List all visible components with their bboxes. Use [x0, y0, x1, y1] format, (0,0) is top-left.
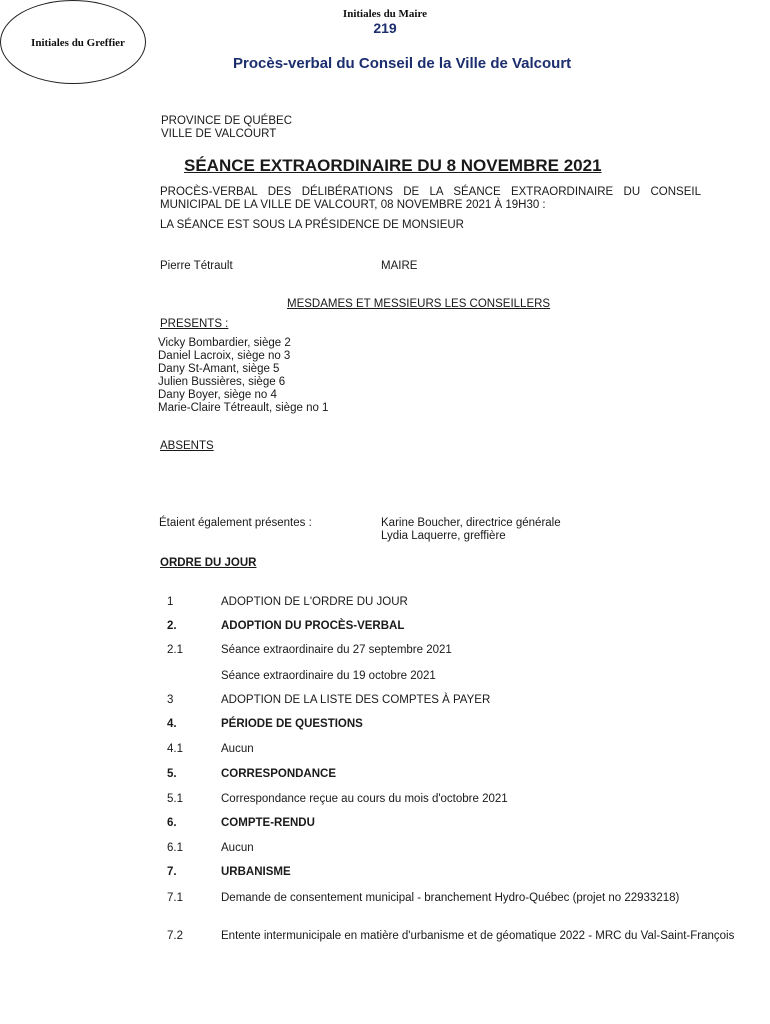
list-item: Dany Boyer, siège no 4 [158, 389, 277, 401]
agenda-item-text: Séance extraordinaire du 19 octobre 2021 [221, 670, 436, 682]
agenda-heading: ORDRE DU JOUR [160, 557, 257, 569]
agenda-item-text: ADOPTION DU PROCÈS-VERBAL [221, 620, 405, 632]
agenda-item-text: CORRESPONDANCE [221, 768, 337, 780]
agenda-item-text: Demande de consentement municipal - branchement Hydro-Québec (projet no 22933218) [221, 892, 680, 904]
agenda-item-number: 2. [167, 620, 177, 632]
page-title: SÉANCE EXTRAORDINAIRE DU 8 NOVEMBRE 2021 [184, 156, 602, 175]
stamp-page-number: 219 [373, 20, 397, 36]
agenda-item-text: PÉRIODE DE QUESTIONS [221, 718, 363, 730]
agenda-item-text: ADOPTION DE LA LISTE DES COMPTES À PAYER [221, 694, 491, 706]
agenda-item-number: 2.1 [167, 644, 183, 656]
present-list [158, 337, 328, 415]
present-heading: PRESENTS : [160, 318, 229, 330]
stamp-clerk-initials-label: Initiales du Greffier [31, 37, 125, 49]
agenda-item-text: Entente intermunicipale en matière d'urbanisme et de géomatique 2022 - MRC du Val-Saint-François [221, 930, 735, 942]
agenda-item-number: 4. [167, 718, 177, 730]
mayor-role: MAIRE [381, 260, 418, 272]
agenda-item-text: URBANISME [221, 866, 291, 878]
mayor-name: Pierre Tétrault [160, 260, 233, 272]
agenda-item-number: 6.1 [167, 842, 183, 854]
list-item: Karine Boucher, directrice générale [381, 517, 561, 529]
agenda-item-text: ADOPTION DE L'ORDRE DU JOUR [221, 596, 408, 608]
agenda-item-number: 5. [167, 768, 177, 780]
agenda-item-number: 3 [167, 694, 174, 706]
list-item: Julien Bussières, siège 6 [158, 376, 286, 388]
absent-heading: ABSENTS [160, 440, 214, 452]
list-item: Lydia Laquerre, greffière [381, 530, 506, 542]
agenda-item-number: 6. [167, 817, 177, 829]
agenda-item-number: 7.2 [167, 930, 183, 942]
city-line: VILLE DE VALCOURT [161, 128, 277, 140]
also-present-list [381, 517, 561, 543]
list-item: Daniel Lacroix, siège no 3 [158, 350, 291, 362]
agenda-item-text: Séance extraordinaire du 27 septembre 2021 [221, 644, 452, 656]
councillors-heading: MESDAMES ET MESSIEURS LES CONSEILLERS [287, 298, 551, 310]
agenda-item-number: 1 [167, 596, 174, 608]
minutes-intro-paragraph: PROCÈS-VERBAL DES DÉLIBÉRATIONS DE LA SÉANCE EXTRAORDINAIRE DU CONSEIL MUNICIPAL DE LA VILLE DE VALCOURT, 08 NOVEMBRE 2021 À 19H30 : [160, 186, 701, 211]
agenda-item-text: Aucun [221, 743, 254, 755]
list-item: Dany St-Amant, siège 5 [158, 363, 280, 375]
stamp-mayor-initials-label: Initiales du Maire [342, 8, 428, 20]
agenda-item-text: COMPTE-RENDU [221, 817, 315, 829]
agenda-item-number: 7.1 [167, 892, 183, 904]
agenda-item-number: 4.1 [167, 743, 183, 755]
list-item: Vicky Bombardier, siège 2 [158, 337, 291, 349]
also-present-label: Étaient également présentes : [159, 517, 312, 529]
header-title: Procès-verbal du Conseil de la Ville de Valcourt [233, 55, 572, 72]
agenda-item-number: 7. [167, 866, 177, 878]
list-item: Marie-Claire Tétreault, siège no 1 [158, 402, 329, 414]
agenda-item-text: Aucun [221, 842, 254, 854]
presidence-line: LA SÉANCE EST SOUS LA PRÉSIDENCE DE MONSIEUR [160, 219, 464, 231]
agenda-item-number: 5.1 [167, 793, 183, 805]
agenda-item-text: Correspondance reçue au cours du mois d'octobre 2021 [221, 793, 508, 805]
province-line: PROVINCE DE QUÉBEC [161, 115, 292, 127]
